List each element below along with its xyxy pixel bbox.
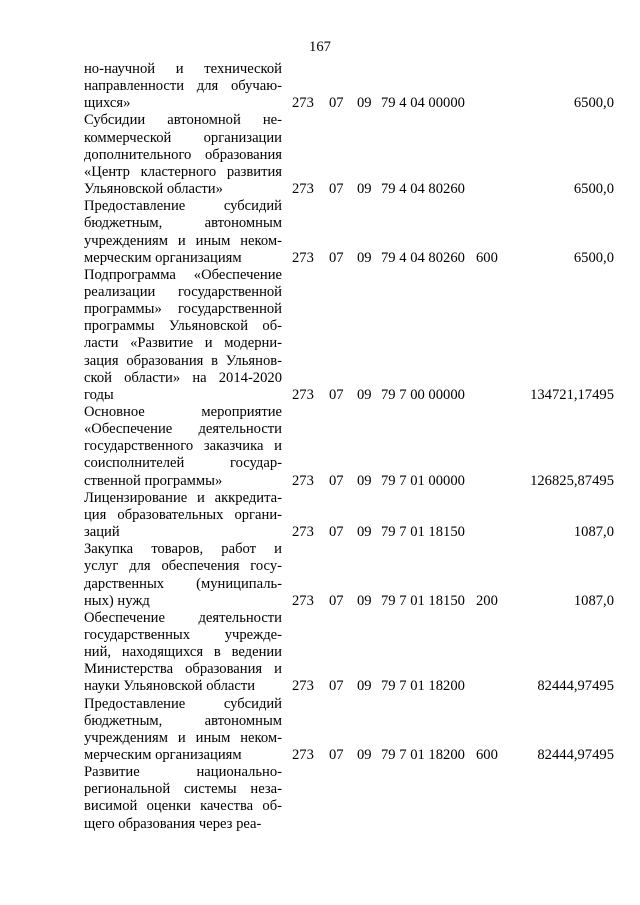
row-name-line: Развитие национально-: [84, 764, 282, 781]
row-name: [84, 61, 282, 112]
row-name: [84, 764, 282, 833]
row-name-line: «Центр кластерного развития: [84, 163, 282, 180]
expense-type-code: 600: [476, 249, 498, 266]
row-name-line: годы: [84, 386, 114, 403]
target-item-code: 79 7 01 18200: [381, 678, 465, 695]
expense-type-code: 600: [476, 746, 498, 763]
amount: 82444,97495: [537, 678, 614, 695]
ved-code: 273: [292, 95, 314, 112]
amount: 134721,17495: [530, 386, 614, 403]
row-name: [84, 198, 282, 267]
amount: 82444,97495: [537, 746, 614, 763]
section-code: 07: [329, 181, 344, 198]
target-item-code: 79 4 04 00000: [381, 95, 465, 112]
row-name-line: Субсидии автономной не-: [84, 112, 282, 129]
row-name-line: ных) нужд: [84, 592, 150, 609]
row-name: [84, 696, 282, 765]
subsection-code: 09: [357, 249, 372, 266]
row-name-line: бюджетным, автономным: [84, 712, 282, 729]
row-name-line: реализации государственной: [84, 283, 282, 300]
row-name-line: соисполнителей государ-: [84, 455, 282, 472]
amount: 6500,0: [573, 181, 614, 198]
ved-code: 273: [292, 472, 314, 489]
section-code: 07: [329, 249, 344, 266]
row-name-line: учреждениям и иным неком-: [84, 729, 282, 746]
row-name-line: зация образования в Ульянов-: [84, 352, 282, 369]
ved-code: 273: [292, 386, 314, 403]
row-name: [84, 610, 282, 696]
amount: 1087,0: [573, 524, 614, 541]
row-name-line: Обеспечение деятельности: [84, 609, 282, 626]
row-name-line: направленности для обучаю-: [84, 78, 282, 95]
ved-code: 273: [292, 249, 314, 266]
ved-code: 273: [292, 746, 314, 763]
target-item-code: 79 7 01 18150: [381, 592, 465, 609]
row-name-line: учреждениям и иным неком-: [84, 232, 282, 249]
section-code: 07: [329, 95, 344, 112]
row-name-line: Ульяновской области»: [84, 181, 223, 198]
row-name-line: Предоставление субсидий: [84, 198, 282, 215]
row-name-line: ской области» на 2014-2020: [84, 369, 282, 386]
row-name-line: дополнительного образования: [84, 146, 282, 163]
ved-code: 273: [292, 524, 314, 541]
row-name-line: Предоставление субсидий: [84, 695, 282, 712]
row-name-line: государственного заказчика и: [84, 438, 282, 455]
row-name: [84, 112, 282, 198]
row-name-line: программы» государственной: [84, 301, 282, 318]
row-name-line: щихся»: [84, 95, 131, 112]
row-name: [84, 267, 282, 404]
row-name-line: «Обеспечение деятельности: [84, 421, 282, 438]
expense-type-code: 200: [476, 592, 498, 609]
subsection-code: 09: [357, 95, 372, 112]
subsection-code: 09: [357, 678, 372, 695]
row-name: [84, 490, 282, 541]
row-name-line: государственных учрежде-: [84, 626, 282, 643]
section-code: 07: [329, 472, 344, 489]
row-name-line: региональной системы неза-: [84, 781, 282, 798]
section-code: 07: [329, 746, 344, 763]
subsection-code: 09: [357, 386, 372, 403]
row-name-line: щего образования через реа-: [84, 815, 262, 832]
section-code: 07: [329, 592, 344, 609]
section-code: 07: [329, 678, 344, 695]
row-name-line: науки Ульяновской области: [84, 678, 256, 695]
target-item-code: 79 7 01 18150: [381, 524, 465, 541]
row-name: [84, 404, 282, 490]
row-name-line: ний, находящихся в ведении: [84, 644, 282, 661]
row-name-line: ственной программы»: [84, 472, 223, 489]
ved-code: 273: [292, 678, 314, 695]
subsection-code: 09: [357, 472, 372, 489]
row-name-line: заций: [84, 524, 120, 541]
ved-code: 273: [292, 592, 314, 609]
page-number: 167: [309, 39, 331, 55]
row-name-line: программы Ульяновской об-: [84, 318, 282, 335]
row-name: [84, 541, 282, 610]
subsection-code: 09: [357, 181, 372, 198]
target-item-code: 79 7 01 18200: [381, 746, 465, 763]
row-name-line: Министерства образования и: [84, 661, 282, 678]
row-name-line: мерческим организациям: [84, 249, 242, 266]
section-code: 07: [329, 524, 344, 541]
amount: 6500,0: [573, 95, 614, 112]
target-item-code: 79 7 00 00000: [381, 386, 465, 403]
row-name-line: Закупка товаров, работ и: [84, 541, 282, 558]
subsection-code: 09: [357, 524, 372, 541]
ved-code: 273: [292, 181, 314, 198]
amount: 1087,0: [573, 592, 614, 609]
subsection-code: 09: [357, 592, 372, 609]
row-name-line: ласти «Развитие и модерни-: [84, 335, 282, 352]
row-name-line: Подпрограмма «Обеспечение: [84, 266, 282, 283]
row-name-line: ция образовательных органи-: [84, 506, 282, 523]
row-name-line: услуг для обеспечения госу-: [84, 558, 282, 575]
amount: 126825,87495: [530, 472, 614, 489]
row-name-line: коммерческой организации: [84, 129, 282, 146]
amount: 6500,0: [573, 249, 614, 266]
row-name-line: Лицензирование и аккредита-: [84, 489, 282, 506]
row-name-line: бюджетным, автономным: [84, 215, 282, 232]
row-name-line: мерческим организациям: [84, 747, 242, 764]
section-code: 07: [329, 386, 344, 403]
target-item-code: 79 4 04 80260: [381, 249, 465, 266]
target-item-code: 79 4 04 80260: [381, 181, 465, 198]
row-name-line: висимой оценки качества об-: [84, 798, 282, 815]
row-name-line: но-научной и технической: [84, 61, 282, 77]
target-item-code: 79 7 01 00000: [381, 472, 465, 489]
subsection-code: 09: [357, 746, 372, 763]
row-name-line: дарственных (муниципаль-: [84, 575, 282, 592]
row-name-line: Основное мероприятие: [84, 404, 282, 420]
